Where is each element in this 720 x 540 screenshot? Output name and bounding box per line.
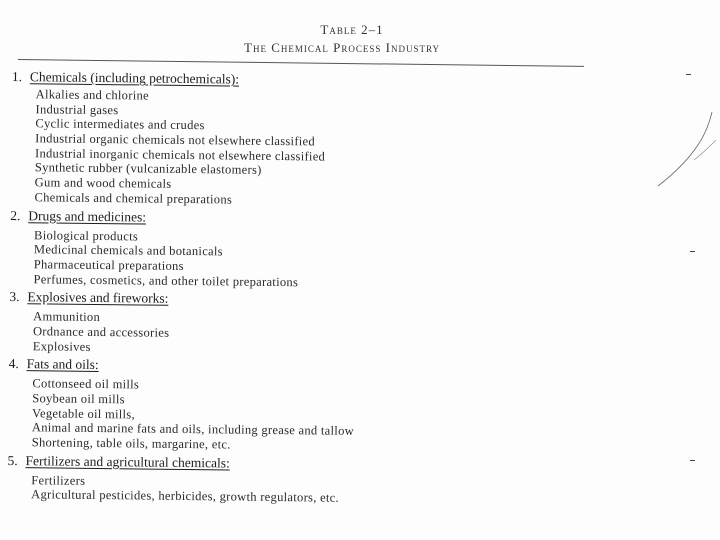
list-item: Agricultural pesticides, herbicides, growth regulators, etc. bbox=[31, 487, 340, 506]
category-name: Explosives and fireworks: bbox=[27, 289, 169, 307]
category-drugs bbox=[10, 206, 691, 293]
category-items bbox=[31, 473, 687, 510]
category-name: Chemicals (including petrochemicals): bbox=[29, 69, 240, 87]
list-item: Pharmaceutical preparations bbox=[33, 257, 184, 273]
category-list bbox=[7, 68, 692, 512]
category-number: 1. bbox=[11, 68, 23, 85]
list-item: Cottonseed oil mills bbox=[32, 376, 140, 392]
list-item: Animal and marine fats and oils, including grease and tallow bbox=[31, 420, 355, 439]
category-chemicals bbox=[10, 68, 692, 212]
category-number: 5. bbox=[7, 452, 18, 468]
list-item: Industrial organic chemicals not elsewhere classified bbox=[35, 131, 316, 149]
category-fats-oils bbox=[8, 355, 689, 457]
category-fertilizers bbox=[7, 452, 688, 510]
category-explosives bbox=[9, 288, 690, 361]
category-items bbox=[34, 228, 691, 294]
margin-mark bbox=[690, 251, 695, 252]
category-name: Drugs and medicines: bbox=[28, 207, 147, 225]
category-items bbox=[33, 310, 689, 362]
list-item: Synthetic rubber (vulcanizable elastomers) bbox=[34, 160, 262, 178]
list-item: Alkalies and chlorine bbox=[35, 87, 149, 103]
list-item: Ordnance and accessories bbox=[32, 324, 170, 340]
list-item: Industrial gases bbox=[35, 101, 119, 117]
list-item: Fertilizers bbox=[31, 472, 86, 488]
list-item: Explosives bbox=[32, 338, 91, 354]
list-item: Perfumes, cosmetics, and other toilet preparations bbox=[33, 271, 299, 289]
category-items bbox=[34, 87, 691, 212]
category-name: Fertilizers and agricultural chemicals: bbox=[25, 452, 230, 471]
list-item: Gum and wood chemicals bbox=[34, 175, 172, 191]
list-item: Shortening, table oils, margarine, etc. bbox=[31, 435, 231, 452]
category-items bbox=[32, 377, 689, 458]
list-item: Chemicals and chemical preparations bbox=[34, 190, 233, 207]
list-item: Industrial inorganic chemicals not elsewhere classified bbox=[34, 146, 326, 164]
margin-mark bbox=[690, 460, 695, 461]
list-item: Biological products bbox=[34, 227, 139, 243]
table-number: Table 2–1 bbox=[320, 22, 384, 37]
list-item: Cyclic intermediates and crudes bbox=[35, 116, 205, 133]
margin-mark bbox=[686, 74, 691, 75]
category-number: 2. bbox=[10, 207, 21, 223]
category-number: 4. bbox=[8, 356, 19, 372]
list-item: Medicinal chemicals and botanicals bbox=[33, 242, 223, 259]
category-name: Fats and oils: bbox=[26, 356, 99, 373]
pencil-scrawl bbox=[650, 110, 720, 190]
table-title: The Chemical Process Industry bbox=[244, 40, 440, 55]
list-item: Soybean oil mills bbox=[32, 391, 125, 407]
list-item: Ammunition bbox=[33, 309, 101, 325]
category-number: 3. bbox=[9, 289, 20, 305]
list-item: Vegetable oil mills, bbox=[32, 405, 136, 422]
heading-rule bbox=[18, 59, 584, 67]
